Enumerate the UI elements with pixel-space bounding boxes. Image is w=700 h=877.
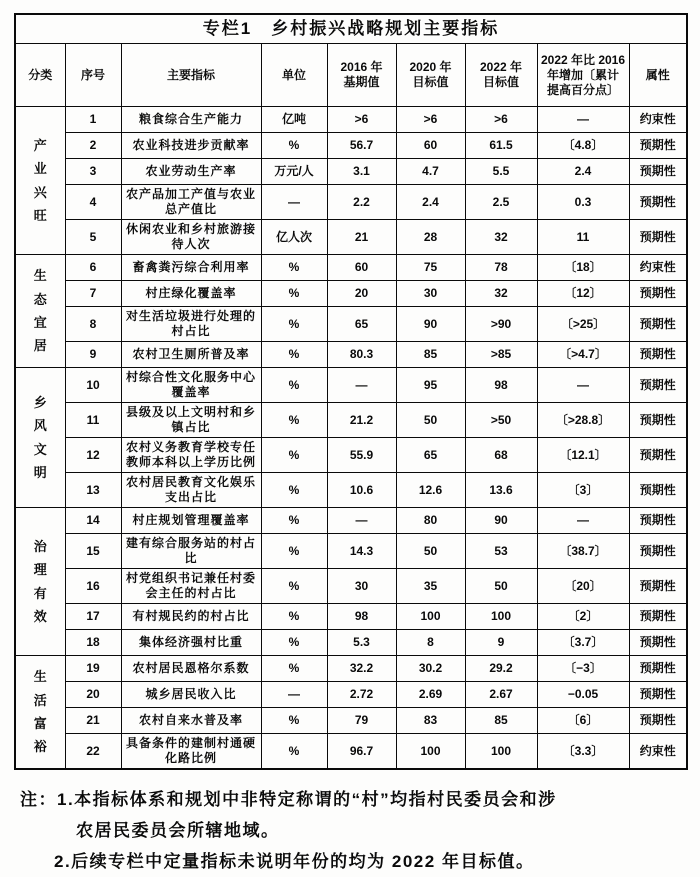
header-unit: 单位	[261, 44, 327, 107]
table-row	[15, 255, 687, 281]
table-row	[15, 682, 687, 708]
unit-cell: %	[261, 569, 327, 604]
v2020-cell: 83	[396, 708, 465, 734]
table-row	[15, 107, 687, 133]
table-row	[15, 368, 687, 403]
attribute-cell: 预期性	[629, 656, 687, 682]
no-cell: 10	[65, 368, 121, 403]
increase-cell: 〔3.7〕	[537, 630, 629, 656]
no-cell: 11	[65, 403, 121, 438]
indicator-cell: 建有综合服务站的村占比	[121, 534, 261, 569]
v2020-cell: 100	[396, 734, 465, 770]
no-cell: 17	[65, 604, 121, 630]
header-line: 年增加〔累计	[546, 67, 619, 82]
indicator-cell: 农村居民恩格尔系数	[121, 656, 261, 682]
v2022-cell: 50	[465, 569, 537, 604]
v2016-cell: 30	[327, 569, 396, 604]
header-line: 2016 年	[340, 60, 383, 74]
table-row	[15, 656, 687, 682]
unit-cell: %	[261, 368, 327, 403]
header-line: 基期值	[343, 75, 380, 89]
category-cell	[15, 656, 65, 770]
unit-cell: %	[261, 438, 327, 473]
v2020-cell: 75	[396, 255, 465, 281]
increase-cell: 〔38.7〕	[537, 534, 629, 569]
attribute-cell: 预期性	[629, 682, 687, 708]
attribute-cell: 预期性	[629, 508, 687, 534]
increase-cell: 〔12〕	[537, 281, 629, 307]
unit-cell: %	[261, 307, 327, 342]
v2016-cell: —	[327, 368, 396, 403]
v2016-cell: >6	[327, 107, 396, 133]
no-cell: 14	[65, 508, 121, 534]
increase-cell: 〔>4.7〕	[537, 342, 629, 368]
v2020-cell: 30	[396, 281, 465, 307]
table-row	[15, 604, 687, 630]
v2022-cell: 78	[465, 255, 537, 281]
category-label: 治理有效	[33, 538, 47, 624]
table-row	[15, 133, 687, 159]
header-line: 目标值	[482, 75, 519, 89]
table-row	[15, 534, 687, 569]
no-cell: 7	[65, 281, 121, 307]
indicator-cell: 农村自来水普及率	[121, 708, 261, 734]
v2020-cell: 95	[396, 368, 465, 403]
attribute-cell: 预期性	[629, 569, 687, 604]
v2020-cell: 28	[396, 220, 465, 255]
note-line-3: 2.后续专栏中定量指标未说明年份的均为 2022 年目标值。	[54, 852, 535, 871]
table-row	[15, 220, 687, 255]
table-row	[15, 281, 687, 307]
increase-cell: 〔3〕	[537, 473, 629, 508]
category-cell	[15, 255, 65, 368]
attribute-cell: 预期性	[629, 630, 687, 656]
v2016-cell: —	[327, 508, 396, 534]
v2020-cell: 85	[396, 342, 465, 368]
attribute-cell: 预期性	[629, 159, 687, 185]
v2022-cell: 32	[465, 220, 537, 255]
increase-cell: −0.05	[537, 682, 629, 708]
indicator-cell: 粮食综合生产能力	[121, 107, 261, 133]
indicator-cell: 畜禽粪污综合利用率	[121, 255, 261, 281]
v2022-cell: 32	[465, 281, 537, 307]
category-label: 生活富裕	[33, 669, 47, 755]
table-row	[15, 734, 687, 770]
v2016-cell: 21	[327, 220, 396, 255]
v2022-cell: 9	[465, 630, 537, 656]
table-row	[15, 630, 687, 656]
table-row	[15, 342, 687, 368]
no-cell: 12	[65, 438, 121, 473]
unit-cell: %	[261, 342, 327, 368]
v2016-cell: 2.72	[327, 682, 396, 708]
header-line: 2020 年	[409, 60, 452, 74]
table-body	[15, 107, 687, 770]
attribute-cell: 约束性	[629, 734, 687, 770]
unit-cell: %	[261, 473, 327, 508]
header-2022-target	[465, 44, 537, 107]
v2022-cell: 85	[465, 708, 537, 734]
v2016-cell: 60	[327, 255, 396, 281]
indicator-cell: 集体经济强村比重	[121, 630, 261, 656]
increase-cell: 〔2〕	[537, 604, 629, 630]
indicators-table	[14, 13, 688, 770]
unit-cell: %	[261, 734, 327, 770]
attribute-cell: 预期性	[629, 534, 687, 569]
header-2020-target	[396, 44, 465, 107]
table-row	[15, 403, 687, 438]
title-row	[15, 14, 687, 44]
increase-cell: 0.3	[537, 185, 629, 220]
unit-cell: %	[261, 508, 327, 534]
increase-cell: 〔4.8〕	[537, 133, 629, 159]
attribute-cell: 预期性	[629, 438, 687, 473]
note-line-1: 注：1.本指标体系和规划中非特定称谓的“村”均指村民委员会和涉	[20, 790, 557, 809]
attribute-cell: 预期性	[629, 403, 687, 438]
v2020-cell: 100	[396, 604, 465, 630]
header-line: 2022 年	[479, 60, 523, 74]
v2016-cell: 14.3	[327, 534, 396, 569]
unit-cell: %	[261, 403, 327, 438]
v2022-cell: 61.5	[465, 133, 537, 159]
indicator-cell: 农村卫生厕所普及率	[121, 342, 261, 368]
v2016-cell: 20	[327, 281, 396, 307]
increase-cell: 〔12.1〕	[537, 438, 629, 473]
v2016-cell: 55.9	[327, 438, 396, 473]
v2020-cell: >6	[396, 107, 465, 133]
attribute-cell: 约束性	[629, 107, 687, 133]
v2016-cell: 32.2	[327, 656, 396, 682]
increase-cell: 2.4	[537, 159, 629, 185]
no-cell: 21	[65, 708, 121, 734]
no-cell: 15	[65, 534, 121, 569]
attribute-cell: 预期性	[629, 220, 687, 255]
indicator-cell: 城乡居民收入比	[121, 682, 261, 708]
unit-cell: %	[261, 281, 327, 307]
attribute-cell: 预期性	[629, 708, 687, 734]
v2022-cell: >85	[465, 342, 537, 368]
table-row	[15, 307, 687, 342]
v2016-cell: 21.2	[327, 403, 396, 438]
unit-cell: —	[261, 185, 327, 220]
unit-cell: 亿人次	[261, 220, 327, 255]
note-line-2: 农居民委员会所辖地域。	[76, 821, 280, 840]
attribute-cell: 预期性	[629, 185, 687, 220]
no-cell: 20	[65, 682, 121, 708]
indicator-cell: 农村义务教育学校专任教师本科以上学历比例	[121, 438, 261, 473]
table-row	[15, 159, 687, 185]
v2020-cell: 50	[396, 534, 465, 569]
indicator-cell: 村综合性文化服务中心覆盖率	[121, 368, 261, 403]
no-cell: 22	[65, 734, 121, 770]
no-cell: 1	[65, 107, 121, 133]
indicator-cell: 农村居民教育文化娱乐支出占比	[121, 473, 261, 508]
v2020-cell: 12.6	[396, 473, 465, 508]
indicator-cell: 村庄绿化覆盖率	[121, 281, 261, 307]
no-cell: 9	[65, 342, 121, 368]
v2016-cell: 2.2	[327, 185, 396, 220]
table-row	[15, 438, 687, 473]
attribute-cell: 预期性	[629, 281, 687, 307]
indicator-cell: 有村规民约的村占比	[121, 604, 261, 630]
unit-cell: %	[261, 133, 327, 159]
v2022-cell: 68	[465, 438, 537, 473]
no-cell: 16	[65, 569, 121, 604]
v2022-cell: 100	[465, 734, 537, 770]
header-indicator: 主要指标	[121, 44, 261, 107]
v2020-cell: 90	[396, 307, 465, 342]
category-label: 生态宜居	[33, 268, 47, 354]
v2022-cell: 29.2	[465, 656, 537, 682]
header-line: 提高百分点〕	[546, 82, 619, 97]
increase-cell: 〔−3〕	[537, 656, 629, 682]
header-2016-base	[327, 44, 396, 107]
v2020-cell: 2.4	[396, 185, 465, 220]
no-cell: 3	[65, 159, 121, 185]
increase-cell: 〔20〕	[537, 569, 629, 604]
v2016-cell: 65	[327, 307, 396, 342]
unit-cell: —	[261, 682, 327, 708]
v2022-cell: 5.5	[465, 159, 537, 185]
v2016-cell: 56.7	[327, 133, 396, 159]
category-label: 产业兴旺	[33, 137, 47, 223]
header-line: 目标值	[412, 75, 449, 89]
indicator-cell: 农业科技进步贡献率	[121, 133, 261, 159]
v2020-cell: 2.69	[396, 682, 465, 708]
indicator-cell: 农产品加工产值与农业总产值比	[121, 185, 261, 220]
v2020-cell: 65	[396, 438, 465, 473]
v2020-cell: 8	[396, 630, 465, 656]
v2022-cell: 13.6	[465, 473, 537, 508]
v2022-cell: 98	[465, 368, 537, 403]
unit-cell: %	[261, 534, 327, 569]
unit-cell: 亿吨	[261, 107, 327, 133]
category-cell	[15, 107, 65, 255]
header-line: 2022 年比 2016	[540, 52, 626, 67]
indicator-cell: 休闲农业和乡村旅游接待人次	[121, 220, 261, 255]
table-title: 专栏1 乡村振兴战略规划主要指标	[15, 14, 687, 44]
v2022-cell: 100	[465, 604, 537, 630]
attribute-cell: 约束性	[629, 255, 687, 281]
v2022-cell: 53	[465, 534, 537, 569]
no-cell: 6	[65, 255, 121, 281]
attribute-cell: 预期性	[629, 307, 687, 342]
v2022-cell: 2.67	[465, 682, 537, 708]
v2016-cell: 5.3	[327, 630, 396, 656]
notes	[0, 784, 700, 877]
no-cell: 4	[65, 185, 121, 220]
attribute-cell: 预期性	[629, 342, 687, 368]
v2022-cell: >50	[465, 403, 537, 438]
header-row	[15, 44, 687, 107]
v2016-cell: 98	[327, 604, 396, 630]
header-attribute: 属性	[629, 44, 687, 107]
header-no: 序号	[65, 44, 121, 107]
no-cell: 18	[65, 630, 121, 656]
no-cell: 2	[65, 133, 121, 159]
category-cell	[15, 508, 65, 656]
no-cell: 19	[65, 656, 121, 682]
unit-cell: %	[261, 708, 327, 734]
table-row	[15, 508, 687, 534]
attribute-cell: 预期性	[629, 133, 687, 159]
header-increase	[537, 44, 629, 107]
increase-cell: 〔3.3〕	[537, 734, 629, 770]
v2022-cell: 2.5	[465, 185, 537, 220]
unit-cell: %	[261, 630, 327, 656]
v2020-cell: 4.7	[396, 159, 465, 185]
v2020-cell: 80	[396, 508, 465, 534]
v2020-cell: 30.2	[396, 656, 465, 682]
header-category: 分类	[15, 44, 65, 107]
table-row	[15, 569, 687, 604]
attribute-cell: 预期性	[629, 604, 687, 630]
indicator-cell: 县级及以上文明村和乡镇占比	[121, 403, 261, 438]
document-page	[0, 13, 700, 871]
v2016-cell: 3.1	[327, 159, 396, 185]
v2022-cell: 90	[465, 508, 537, 534]
indicator-cell: 具备条件的建制村通硬化路比例	[121, 734, 261, 770]
no-cell: 13	[65, 473, 121, 508]
unit-cell: %	[261, 255, 327, 281]
increase-cell: 11	[537, 220, 629, 255]
v2016-cell: 96.7	[327, 734, 396, 770]
v2020-cell: 60	[396, 133, 465, 159]
table-row	[15, 473, 687, 508]
v2016-cell: 79	[327, 708, 396, 734]
indicator-cell: 村庄规划管理覆盖率	[121, 508, 261, 534]
unit-cell: %	[261, 604, 327, 630]
category-cell	[15, 368, 65, 508]
table-row	[15, 708, 687, 734]
increase-cell: 〔>25〕	[537, 307, 629, 342]
increase-cell: —	[537, 508, 629, 534]
indicator-cell: 农业劳动生产率	[121, 159, 261, 185]
v2016-cell: 10.6	[327, 473, 396, 508]
v2020-cell: 35	[396, 569, 465, 604]
v2016-cell: 80.3	[327, 342, 396, 368]
v2020-cell: 50	[396, 403, 465, 438]
no-cell: 8	[65, 307, 121, 342]
increase-cell: 〔>28.8〕	[537, 403, 629, 438]
unit-cell: %	[261, 656, 327, 682]
v2022-cell: >90	[465, 307, 537, 342]
increase-cell: 〔6〕	[537, 708, 629, 734]
increase-cell: —	[537, 368, 629, 403]
increase-cell: 〔18〕	[537, 255, 629, 281]
unit-cell: 万元/人	[261, 159, 327, 185]
indicator-cell: 对生活垃圾进行处理的村占比	[121, 307, 261, 342]
no-cell: 5	[65, 220, 121, 255]
increase-cell: —	[537, 107, 629, 133]
attribute-cell: 预期性	[629, 368, 687, 403]
indicator-cell: 村党组织书记兼任村委会主任的村占比	[121, 569, 261, 604]
table-row	[15, 185, 687, 220]
category-label: 乡风文明	[33, 394, 47, 480]
attribute-cell: 预期性	[629, 473, 687, 508]
v2022-cell: >6	[465, 107, 537, 133]
